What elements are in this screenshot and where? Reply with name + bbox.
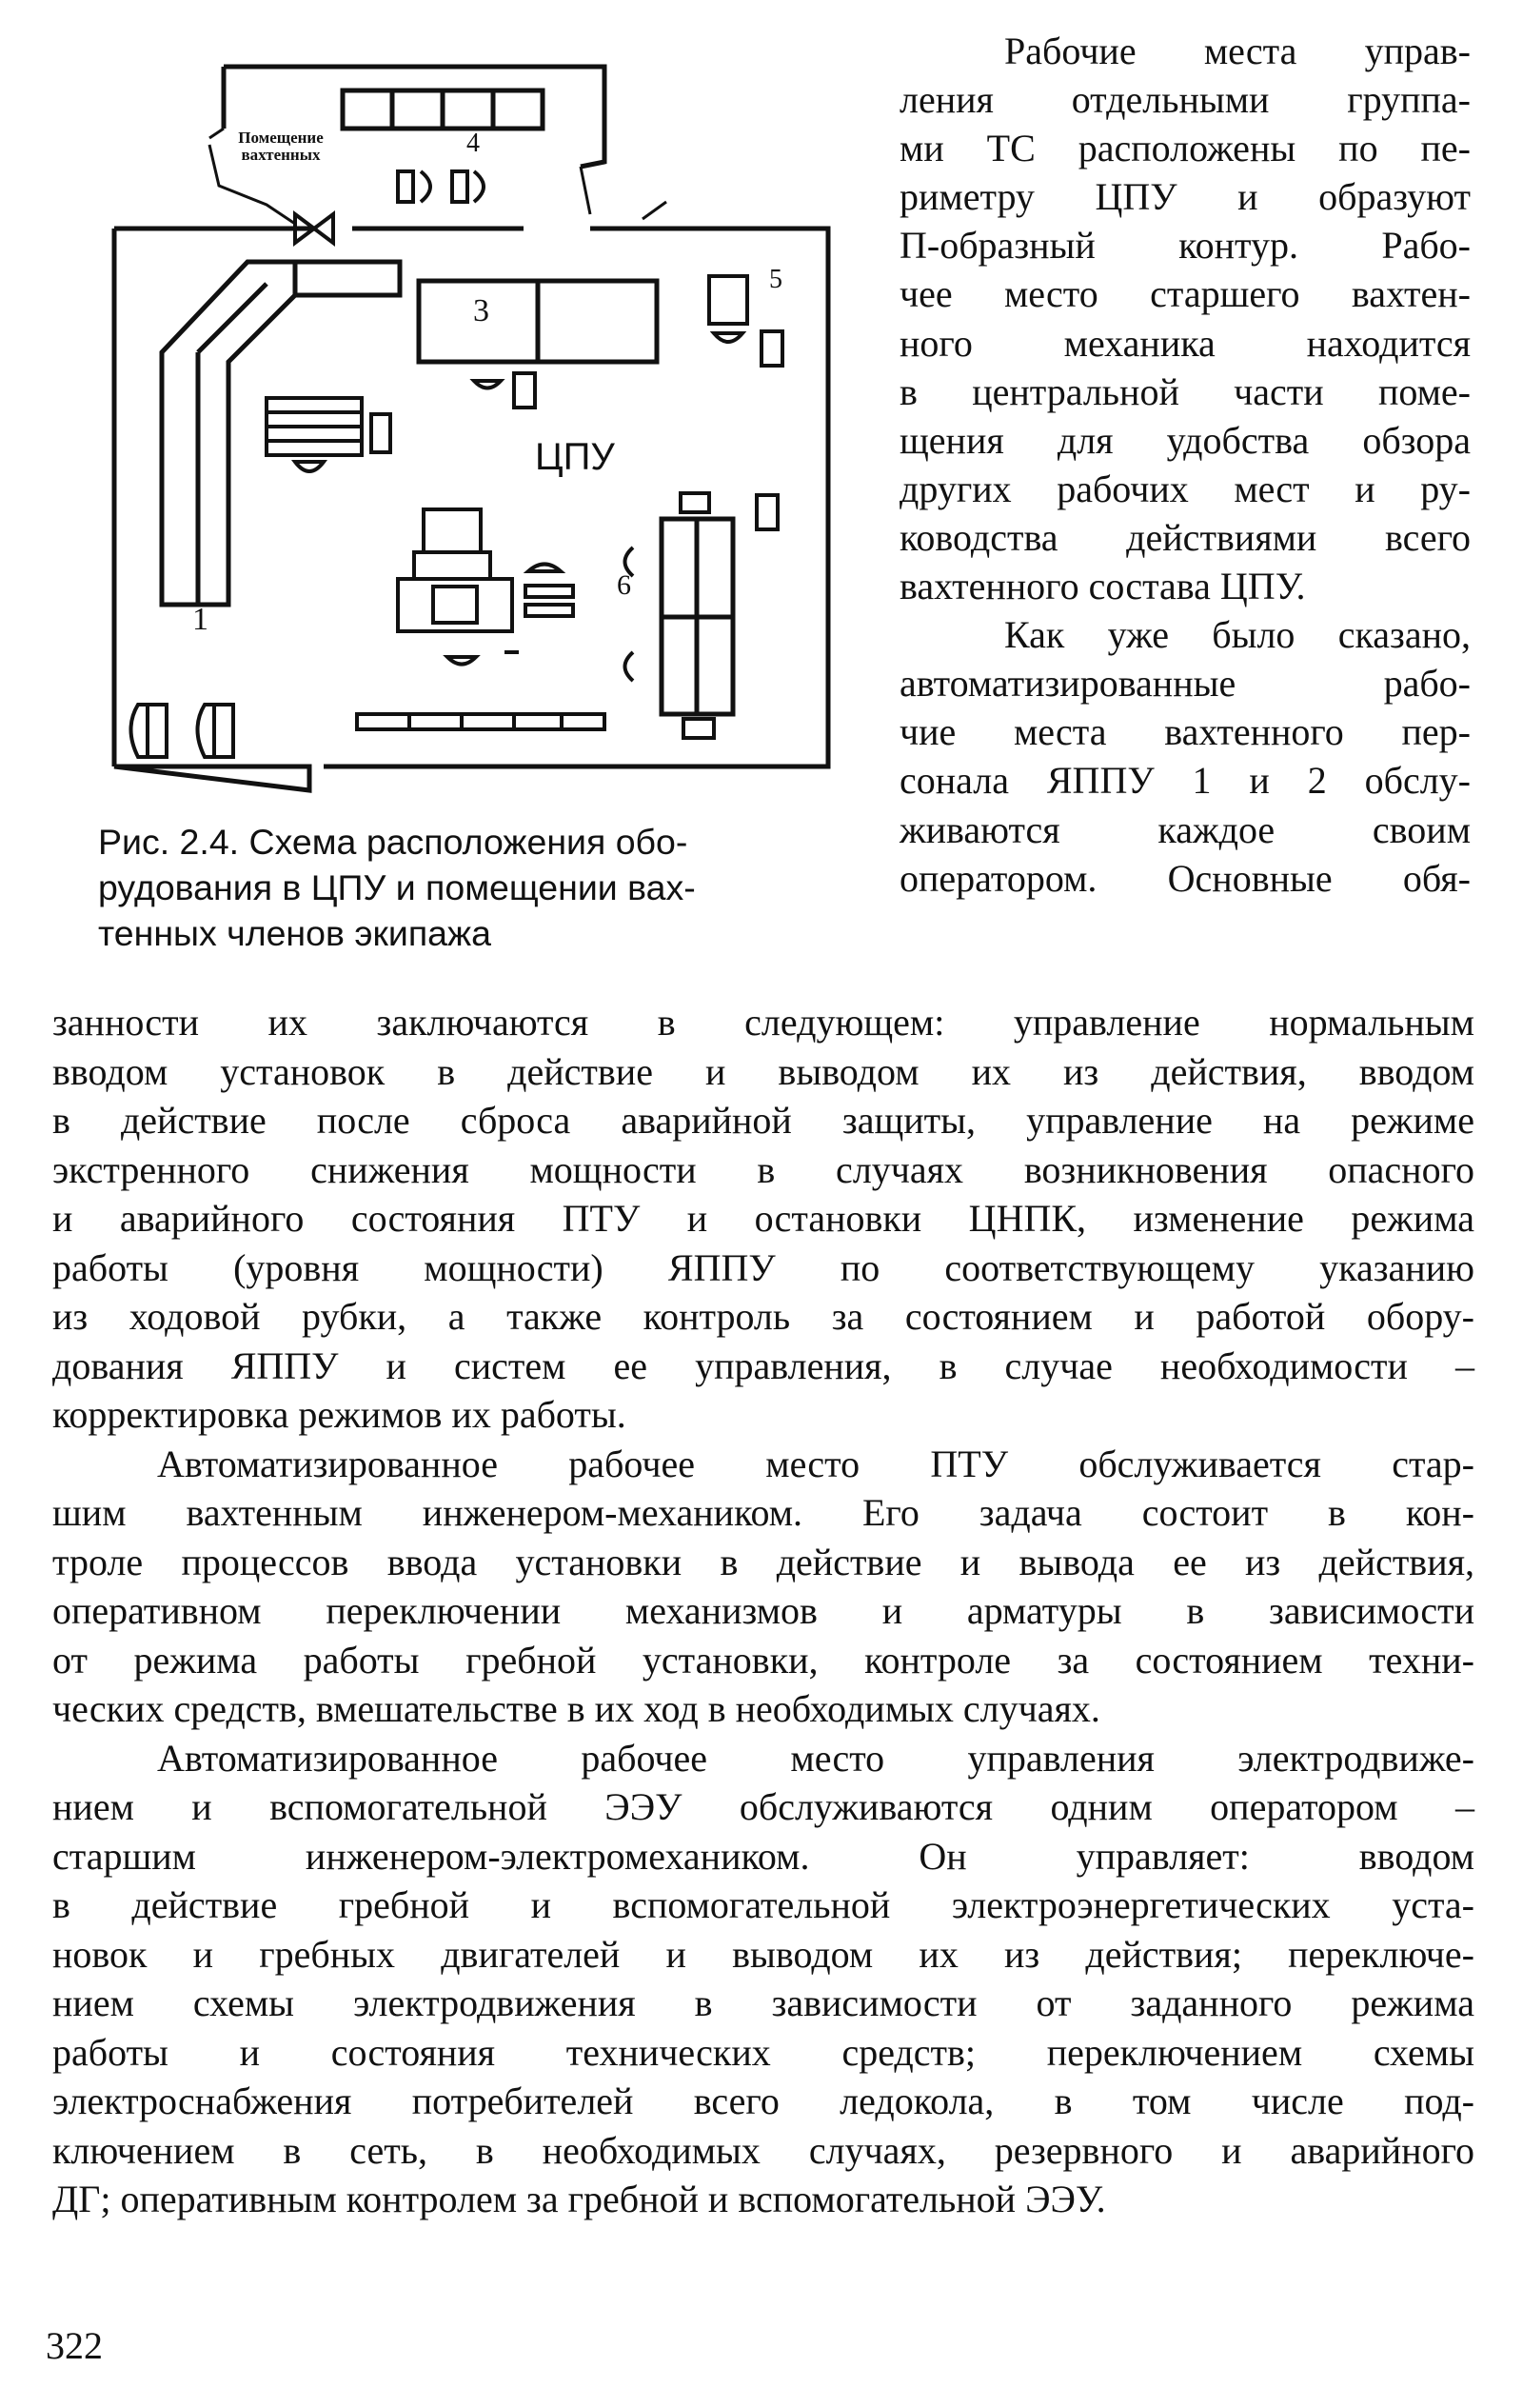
text-line: риметру ЦПУ и образуют <box>900 175 1471 219</box>
text-line: троле процессов ввода установки в действие и вывода ее из действия, <box>52 1540 1474 1583</box>
text-line: вахтенного состава ЦПУ. <box>900 565 1306 608</box>
crew-room-label <box>224 129 338 164</box>
figure-number-5: 5 <box>769 265 782 294</box>
text-line: старшим инженером-электромехаником. Он управляет: вводом <box>52 1834 1474 1878</box>
text-line: чее место старшего вахтен- <box>900 272 1471 316</box>
text-line: ления отдельными группа- <box>900 78 1471 122</box>
text-line: ДГ; оперативным контролем за гребной и вспомогательной ЭЭУ. <box>52 2178 1106 2220</box>
text-line: работы и состояния технических средств; переключением схемы <box>52 2030 1474 2074</box>
figure-cpu-layout <box>95 38 866 800</box>
right-column-text <box>900 27 1471 903</box>
text-line: дования ЯППУ и систем ее управления, в случае необходимости – <box>52 1343 1474 1387</box>
paragraph-3 <box>52 1734 1474 2224</box>
crew-room-label-line1: Помещение <box>238 129 324 147</box>
paragraph-1 <box>52 998 1474 1440</box>
text-line: сонала ЯППУ 1 и 2 обслу- <box>900 759 1471 803</box>
text-line: ководства действиями всего <box>900 515 1471 559</box>
text-line: шим вахтенным инженером-механиком. Его задача состоит в кон- <box>52 1491 1474 1534</box>
caption-line: Рис. 2.4. Схема расположения обо- <box>98 822 688 862</box>
text-line: корректировка режимов их работы. <box>52 1393 626 1436</box>
figure-number-6: 6 <box>617 569 631 601</box>
caption-line: тенных членов экипажа <box>98 913 491 953</box>
text-line: Как уже было сказано, <box>1004 613 1471 657</box>
text-line: работы (уровня мощности) ЯППУ по соответствующему указанию <box>52 1245 1474 1289</box>
text-line: нием и вспомогательной ЭЭУ обслуживаются одним оператором – <box>52 1785 1474 1828</box>
text-line: щения для удобства обзора <box>900 418 1471 462</box>
text-line: Автоматизированное рабочее место управления электродвиже- <box>157 1736 1474 1780</box>
figure-caption <box>98 819 888 956</box>
paragraph-2 <box>52 1440 1474 1734</box>
crew-room-label-line2: вахтенных <box>241 146 321 164</box>
text-line: других рабочих мест и ру- <box>900 467 1471 510</box>
text-line: в действие после сброса аварийной защиты, управление на режиме <box>52 1099 1474 1142</box>
figure-number-4: 4 <box>466 129 480 158</box>
text-line: автоматизированные рабо- <box>900 662 1471 706</box>
text-line: новок и гребных двигателей и выводом их из действия; переключе- <box>52 1932 1474 1976</box>
page-number: 322 <box>46 2324 103 2367</box>
body-text <box>52 998 1474 2224</box>
text-line: чие места вахтенного пер- <box>900 710 1471 754</box>
floor-plan-diagram <box>95 38 866 800</box>
text-line: занности их заключаются в следующем: управление нормальным <box>52 1001 1474 1044</box>
text-line: и аварийного состояния ПТУ и остановки ЦНПК, изменение режима <box>52 1197 1474 1240</box>
text-line: ческих средств, вмешательстве в их ход в необходимых случаях. <box>52 1687 1100 1730</box>
cpu-label: ЦПУ <box>535 436 615 478</box>
text-line: экстренного снижения мощности в случаях возникновения опасного <box>52 1147 1474 1191</box>
text-line: из ходовой рубки, а также контроль за состоянием и работой обору- <box>52 1295 1474 1338</box>
text-line: вводом установок в действие и выводом их из действия, вводом <box>52 1049 1474 1093</box>
text-line: оператором. Основные обя- <box>900 856 1471 900</box>
text-line: Рабочие места управ- <box>1004 30 1471 72</box>
figure-number-3: 3 <box>473 293 489 328</box>
text-line: ми ТС расположены по пе- <box>900 127 1471 170</box>
text-line: нием схемы электродвижения в зависимости от заданного режима <box>52 1981 1474 2024</box>
text-line: в действие гребной и вспомогательной электроэнергетических уста- <box>52 1883 1474 1926</box>
text-line: в центральной части поме- <box>900 369 1471 413</box>
figure-number-1: 1 <box>192 602 208 637</box>
text-line: Автоматизированное рабочее место ПТУ обслуживается стар- <box>157 1442 1474 1485</box>
text-line: ного механика находится <box>900 321 1471 365</box>
text-line: П-образный контур. Рабо- <box>900 224 1471 268</box>
caption-line: рудования в ЦПУ и помещении вах- <box>98 867 696 907</box>
text-line: ключением в сеть, в необходимых случаях, резервного и аварийного <box>52 2128 1474 2172</box>
text-line: оперативном переключении механизмов и арматуры в зависимости <box>52 1589 1474 1632</box>
text-line: живаются каждое своим <box>900 807 1471 851</box>
text-line: от режима работы гребной установки, контроле за состоянием техни- <box>52 1638 1474 1682</box>
text-line: электроснабжения потребителей всего ледокола, в том числе под- <box>52 2080 1474 2122</box>
